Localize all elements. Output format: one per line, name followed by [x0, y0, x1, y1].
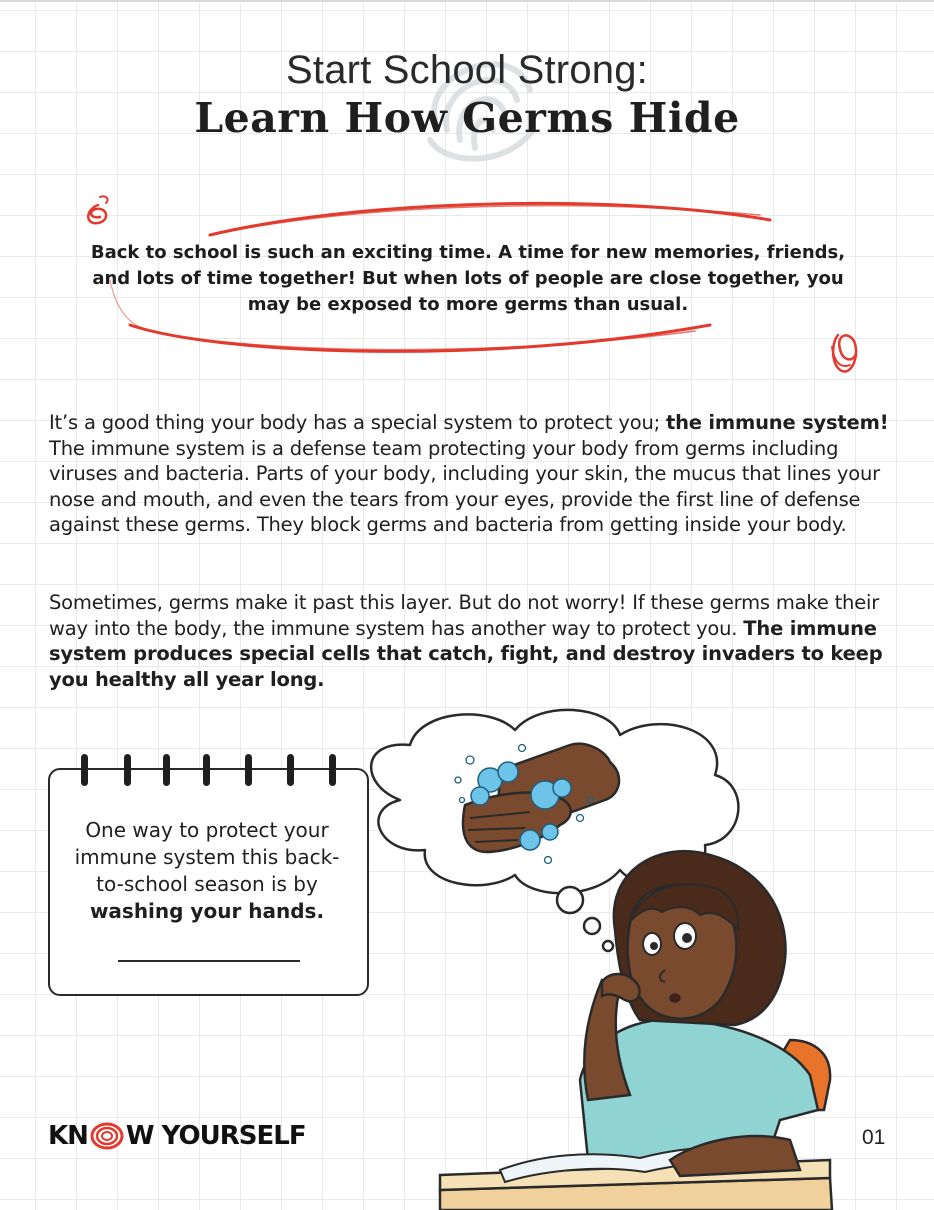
paragraph-immune-system	[49, 410, 899, 538]
intro-text: Back to school is such an exciting time. A time for new memories, friends, and lots of time together! But when lots of people are close together, you may be exposed to more germs than usual.	[90, 242, 846, 315]
page-title-line1: Start School Strong:	[286, 48, 648, 92]
paragraph2-bold: The immune system produces special cells that catch, fight, and destroy invaders to keep you healthy all year long.	[49, 616, 883, 691]
logo-text-right: W YOURSELF	[125, 1121, 306, 1151]
card-text-bold: washing your hands.	[89, 899, 325, 923]
card-text-body: One way to protect your immune system this back-to-school season is by	[74, 818, 340, 896]
page-number: 01	[862, 1126, 886, 1149]
paragraph-germs-past-layer	[49, 590, 899, 692]
fingerprint-o-icon	[89, 1122, 125, 1150]
know-yourself-logo	[48, 1120, 306, 1152]
child-thinking-about-handwashing-illustration	[340, 700, 860, 1210]
card-text	[62, 817, 352, 925]
paragraph2-text: Sometimes, germs make it past this layer. But do not worry! If these germs make their way into the body, the immune system has another way to protect you.	[49, 591, 880, 640]
logo-text-left: KN	[48, 1121, 88, 1151]
page-title-line2: Learn How Germs Hide	[194, 94, 740, 142]
paragraph1-text-continued: The immune system is a defense team protecting your body from germs including viruses and bacteria. Parts of your body, including your skin, the mucus that lines your nose and mouth, and even the tears from your eyes, provide the first line of defense against these germs. They block germs and bacteria from getting inside your body.	[49, 436, 880, 536]
notepad-binder-rings	[75, 752, 345, 788]
page-top-border	[0, 0, 934, 2]
card-blank-line	[118, 960, 300, 962]
paragraph1-bold: the immune system!	[665, 411, 889, 434]
paragraph1-text: It’s a good thing your body has a special system to protect you;	[49, 411, 666, 434]
